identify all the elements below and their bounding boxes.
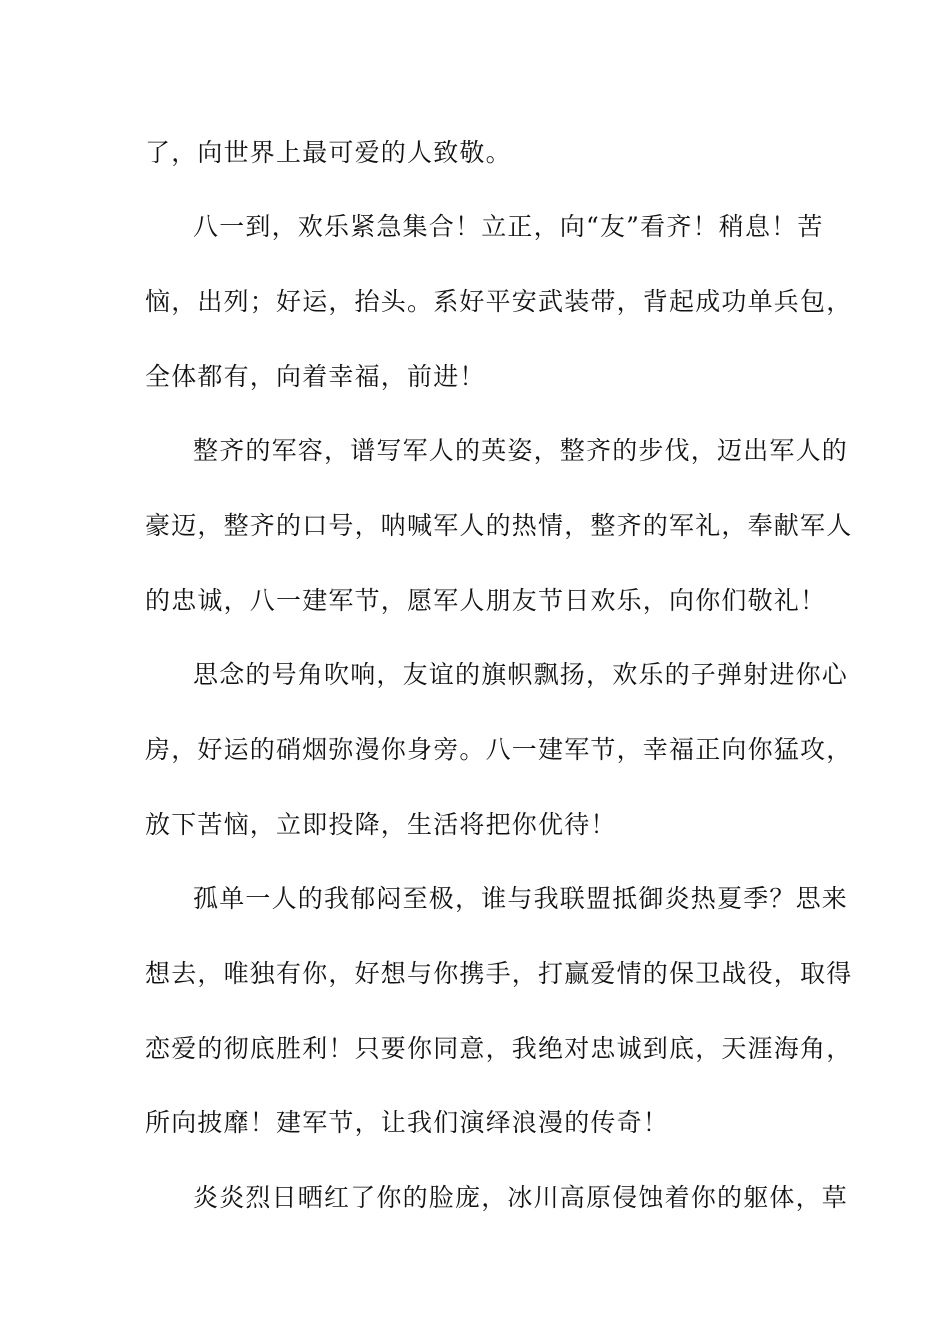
text-line: 房，好运的硝烟弥漫你身旁。八一建军节，幸福正向你猛攻， <box>145 735 853 764</box>
paragraph-first-line: 孤单一人的我郁闷至极，谁与我联盟抵御炎热夏季？思来 <box>193 884 849 913</box>
paragraph-first-line: 炎炎烈日晒红了你的脸庞，冰川高原侵蚀着你的躯体，草 <box>193 1183 849 1212</box>
text-line: 了，向世界上最可爱的人致敬。 <box>145 138 512 167</box>
text-line: 恼，出列；好运，抬头。系好平安武装带，背起成功单兵包， <box>145 287 853 316</box>
text-line: 放下苦恼，立即投降，生活将把你优待！ <box>145 810 617 839</box>
text-line: 恋爱的彻底胜利！只要你同意，我绝对忠诚到底，天涯海角， <box>145 1034 853 1063</box>
text-line: 所向披靡！建军节，让我们演绎浪漫的传奇！ <box>145 1108 670 1137</box>
paragraph-first-line: 八一到，欢乐紧急集合！立正，向“友”看齐！稍息！苦 <box>193 212 824 241</box>
paragraph-first-line: 思念的号角吹响，友谊的旗帜飘扬，欢乐的子弹射进你心 <box>193 660 849 689</box>
text-line: 想去，唯独有你，好想与你携手，打赢爱情的保卫战役，取得 <box>145 959 853 988</box>
paragraph-first-line: 整齐的军容，谱写军人的英姿，整齐的步伐，迈出军人的 <box>193 436 849 465</box>
text-line: 的忠诚，八一建军节，愿军人朋友节日欢乐，向你们敬礼！ <box>145 586 827 615</box>
text-line: 豪迈，整齐的口号，呐喊军人的热情，整齐的军礼，奉献军人 <box>145 511 853 540</box>
text-line: 全体都有，向着幸福，前进！ <box>145 362 486 391</box>
